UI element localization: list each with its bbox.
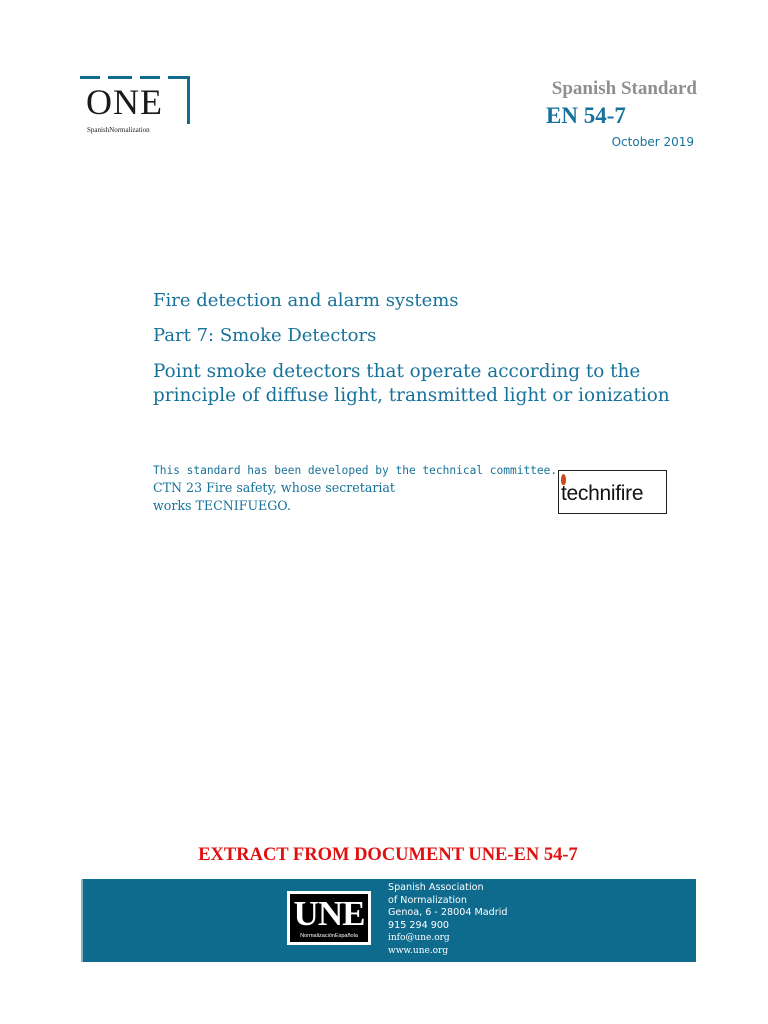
org-line-2: of Normalization xyxy=(388,894,467,906)
logo-bar xyxy=(80,76,100,79)
title-line-1: Fire detection and alarm systems xyxy=(153,290,459,311)
technifire-logo-word: technifire xyxy=(561,482,644,505)
committee-line-1: This standard has been developed by the technical committee. xyxy=(153,464,558,477)
committee-line-2: CTN 23 Fire safety, whose secretariat xyxy=(153,480,395,495)
committee-note xyxy=(153,464,558,515)
logo-bar xyxy=(140,76,160,79)
une-logo-box xyxy=(290,894,368,942)
standard-label: Spanish Standard xyxy=(551,78,697,99)
title-line-4: principle of diffuse light, transmitted light or ionization xyxy=(153,385,670,406)
web-link[interactable]: www.une.org xyxy=(388,945,449,956)
address: Genoa, 6 - 28004 Madrid xyxy=(388,907,508,918)
une-logo-subtitle: NormalizaciónEspañola xyxy=(300,933,358,939)
title-line-2: Part 7: Smoke Detectors xyxy=(153,325,377,346)
title-line-3: Point smoke detectors that operate according to the xyxy=(153,361,641,382)
extract-title: EXTRACT FROM DOCUMENT UNE-EN 54-7 xyxy=(198,845,578,865)
org-line-1: Spanish Association xyxy=(388,882,484,893)
standard-date: October 2019 xyxy=(611,135,694,149)
footer-bar xyxy=(81,879,696,962)
standard-number: EN 54-7 xyxy=(546,103,626,128)
document-titles xyxy=(153,290,713,407)
phone: 915 294 900 xyxy=(388,919,450,931)
logo-side-bar xyxy=(187,76,190,124)
une-logo-word: UNE xyxy=(293,894,365,933)
committee-line-3: works TECNIFUEGO. xyxy=(153,498,291,513)
logo-bar xyxy=(108,76,132,79)
technifire-logo xyxy=(558,470,667,514)
email-link[interactable]: info@une.org xyxy=(388,933,450,943)
footer-edge xyxy=(81,879,83,962)
logo-subtitle: SpanishNormalization xyxy=(87,126,150,134)
une-logo xyxy=(287,891,371,945)
logo-word: ONE xyxy=(86,82,163,122)
contact-block xyxy=(388,882,507,957)
one-logo xyxy=(80,76,192,136)
